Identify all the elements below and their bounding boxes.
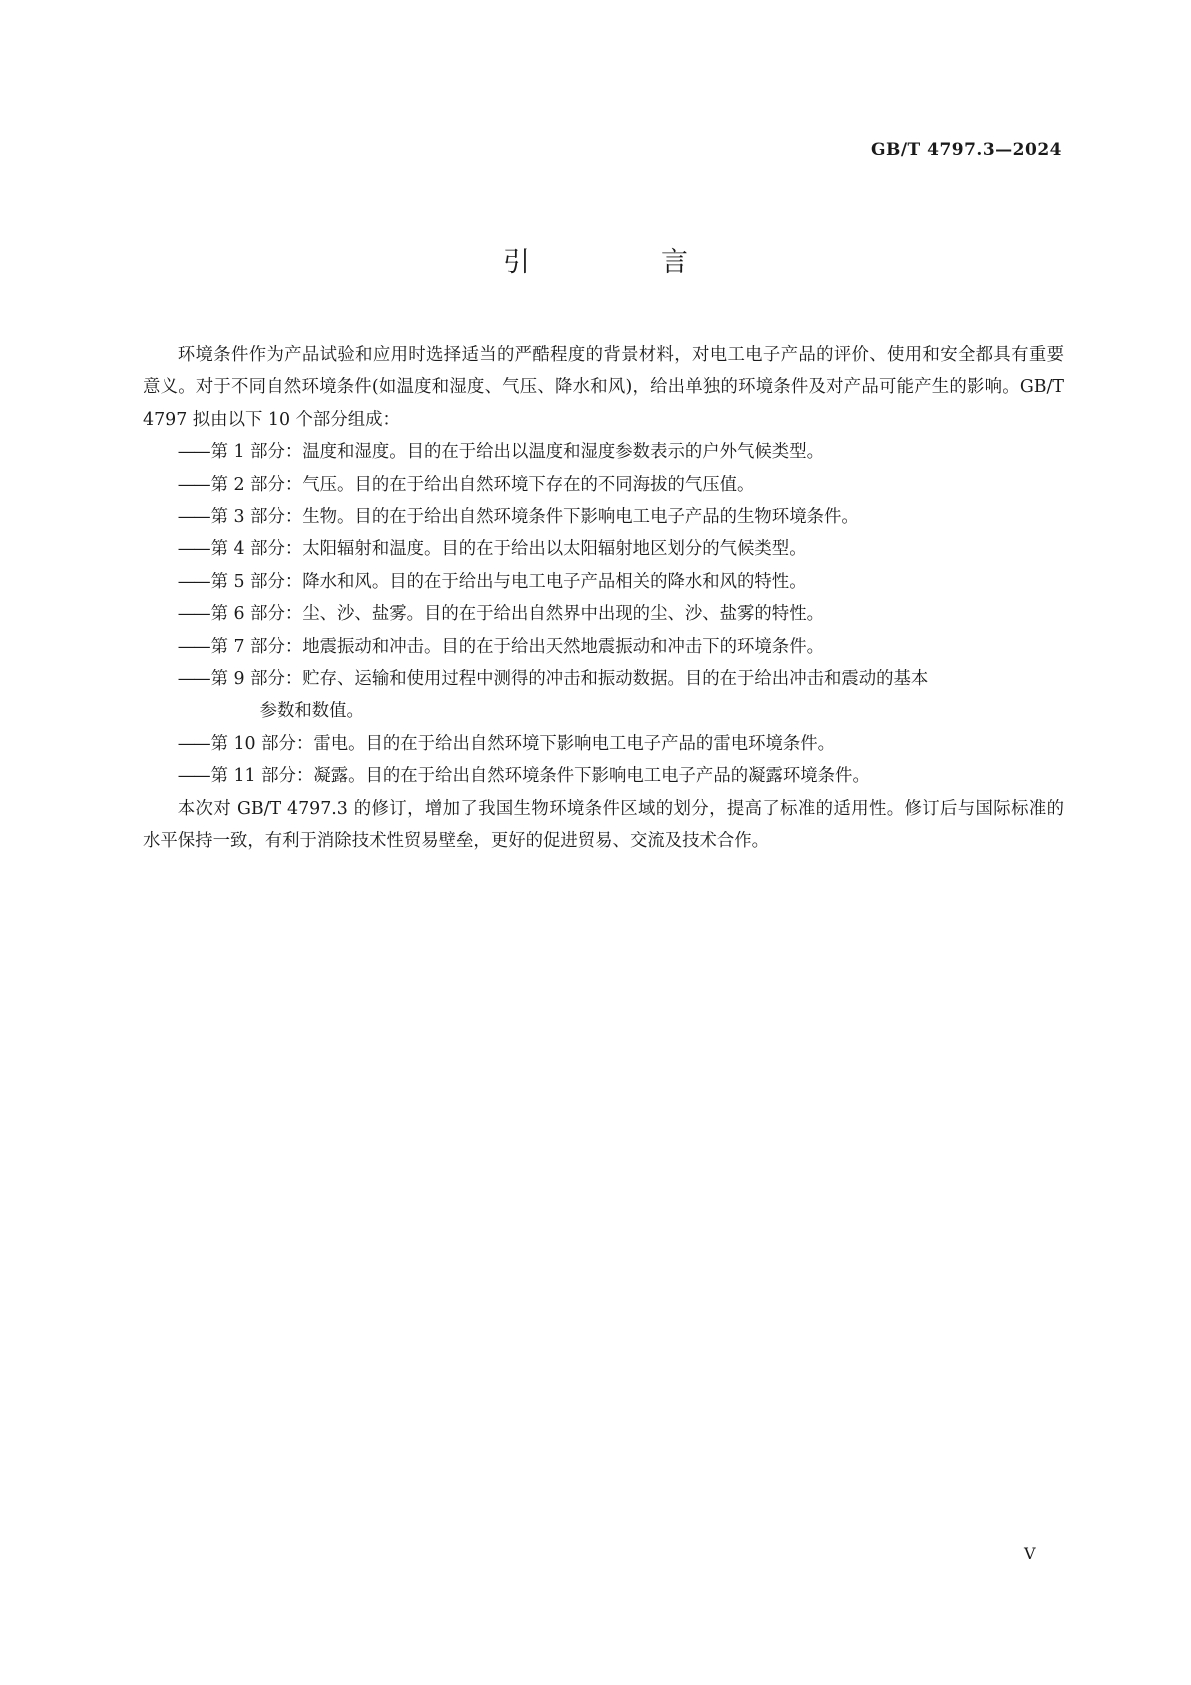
list-item: —— 第 6 部分：尘、沙、盐雾。目的在于给出自然界中出现的尘、沙、盐雾的特性。 bbox=[177, 604, 824, 625]
standard-number-header: GB/T 4797.3—2024 bbox=[870, 140, 1062, 160]
list-item-continuation: 参数和数值。 bbox=[259, 701, 364, 722]
document-body bbox=[143, 339, 1064, 858]
list-item: —— 第 2 部分：气压。目的在于给出自然环境下存在的不同海拔的气压值。 bbox=[177, 474, 755, 495]
intro-paragraph: 环境条件作为产品试验和应用时选择适当的严酷程度的背景材料，对电工电子产品的评价、使用和安全都具有重要意义。对于不同自然环境条件(如温度和湿度、气压、降水和风)，给出单独的环境条件及对产品可能产生的影响。GB/T 4797 拟由以下 10 个部分组成： bbox=[143, 345, 1064, 430]
list-item: —— 第 9 部分：贮存、运输和使用过程中测得的冲击和振动数据。目的在于给出冲击和震动的基本 参数和数值。 bbox=[143, 663, 1064, 728]
list-item: —— 第 3 部分：生物。目的在于给出自然环境条件下影响电工电子产品的生物环境条件。 bbox=[177, 507, 859, 528]
list-item: —— 第 10 部分：雷电。目的在于给出自然环境下影响电工电子产品的雷电环境条件。 bbox=[177, 733, 836, 754]
page-number: V bbox=[1024, 1544, 1036, 1563]
list-item: —— 第 11 部分：凝露。目的在于给出自然环境条件下影响电工电子产品的凝露环境条件。 bbox=[177, 766, 870, 787]
closing-paragraph: 本次对 GB/T 4797.3 的修订，增加了我国生物环境条件区域的划分，提高了标准的适用性。修订后与国际标准的水平保持一致，有利于消除技术性贸易壁垒，更好的促进贸易、交流及技术合作。 bbox=[143, 798, 1064, 852]
page-title: 引 言 bbox=[503, 247, 740, 278]
list-item: —— 第 7 部分：地震振动和冲击。目的在于给出天然地震振动和冲击下的环境条件。 bbox=[177, 636, 824, 657]
list-item: —— 第 5 部分：降水和风。目的在于给出与电工电子产品相关的降水和风的特性。 bbox=[177, 571, 807, 592]
list-item: —— 第 1 部分：温度和湿度。目的在于给出以温度和湿度参数表示的户外气候类型。 bbox=[177, 442, 824, 463]
list-item: —— 第 4 部分：太阳辐射和温度。目的在于给出以太阳辐射地区划分的气候类型。 bbox=[177, 539, 807, 560]
